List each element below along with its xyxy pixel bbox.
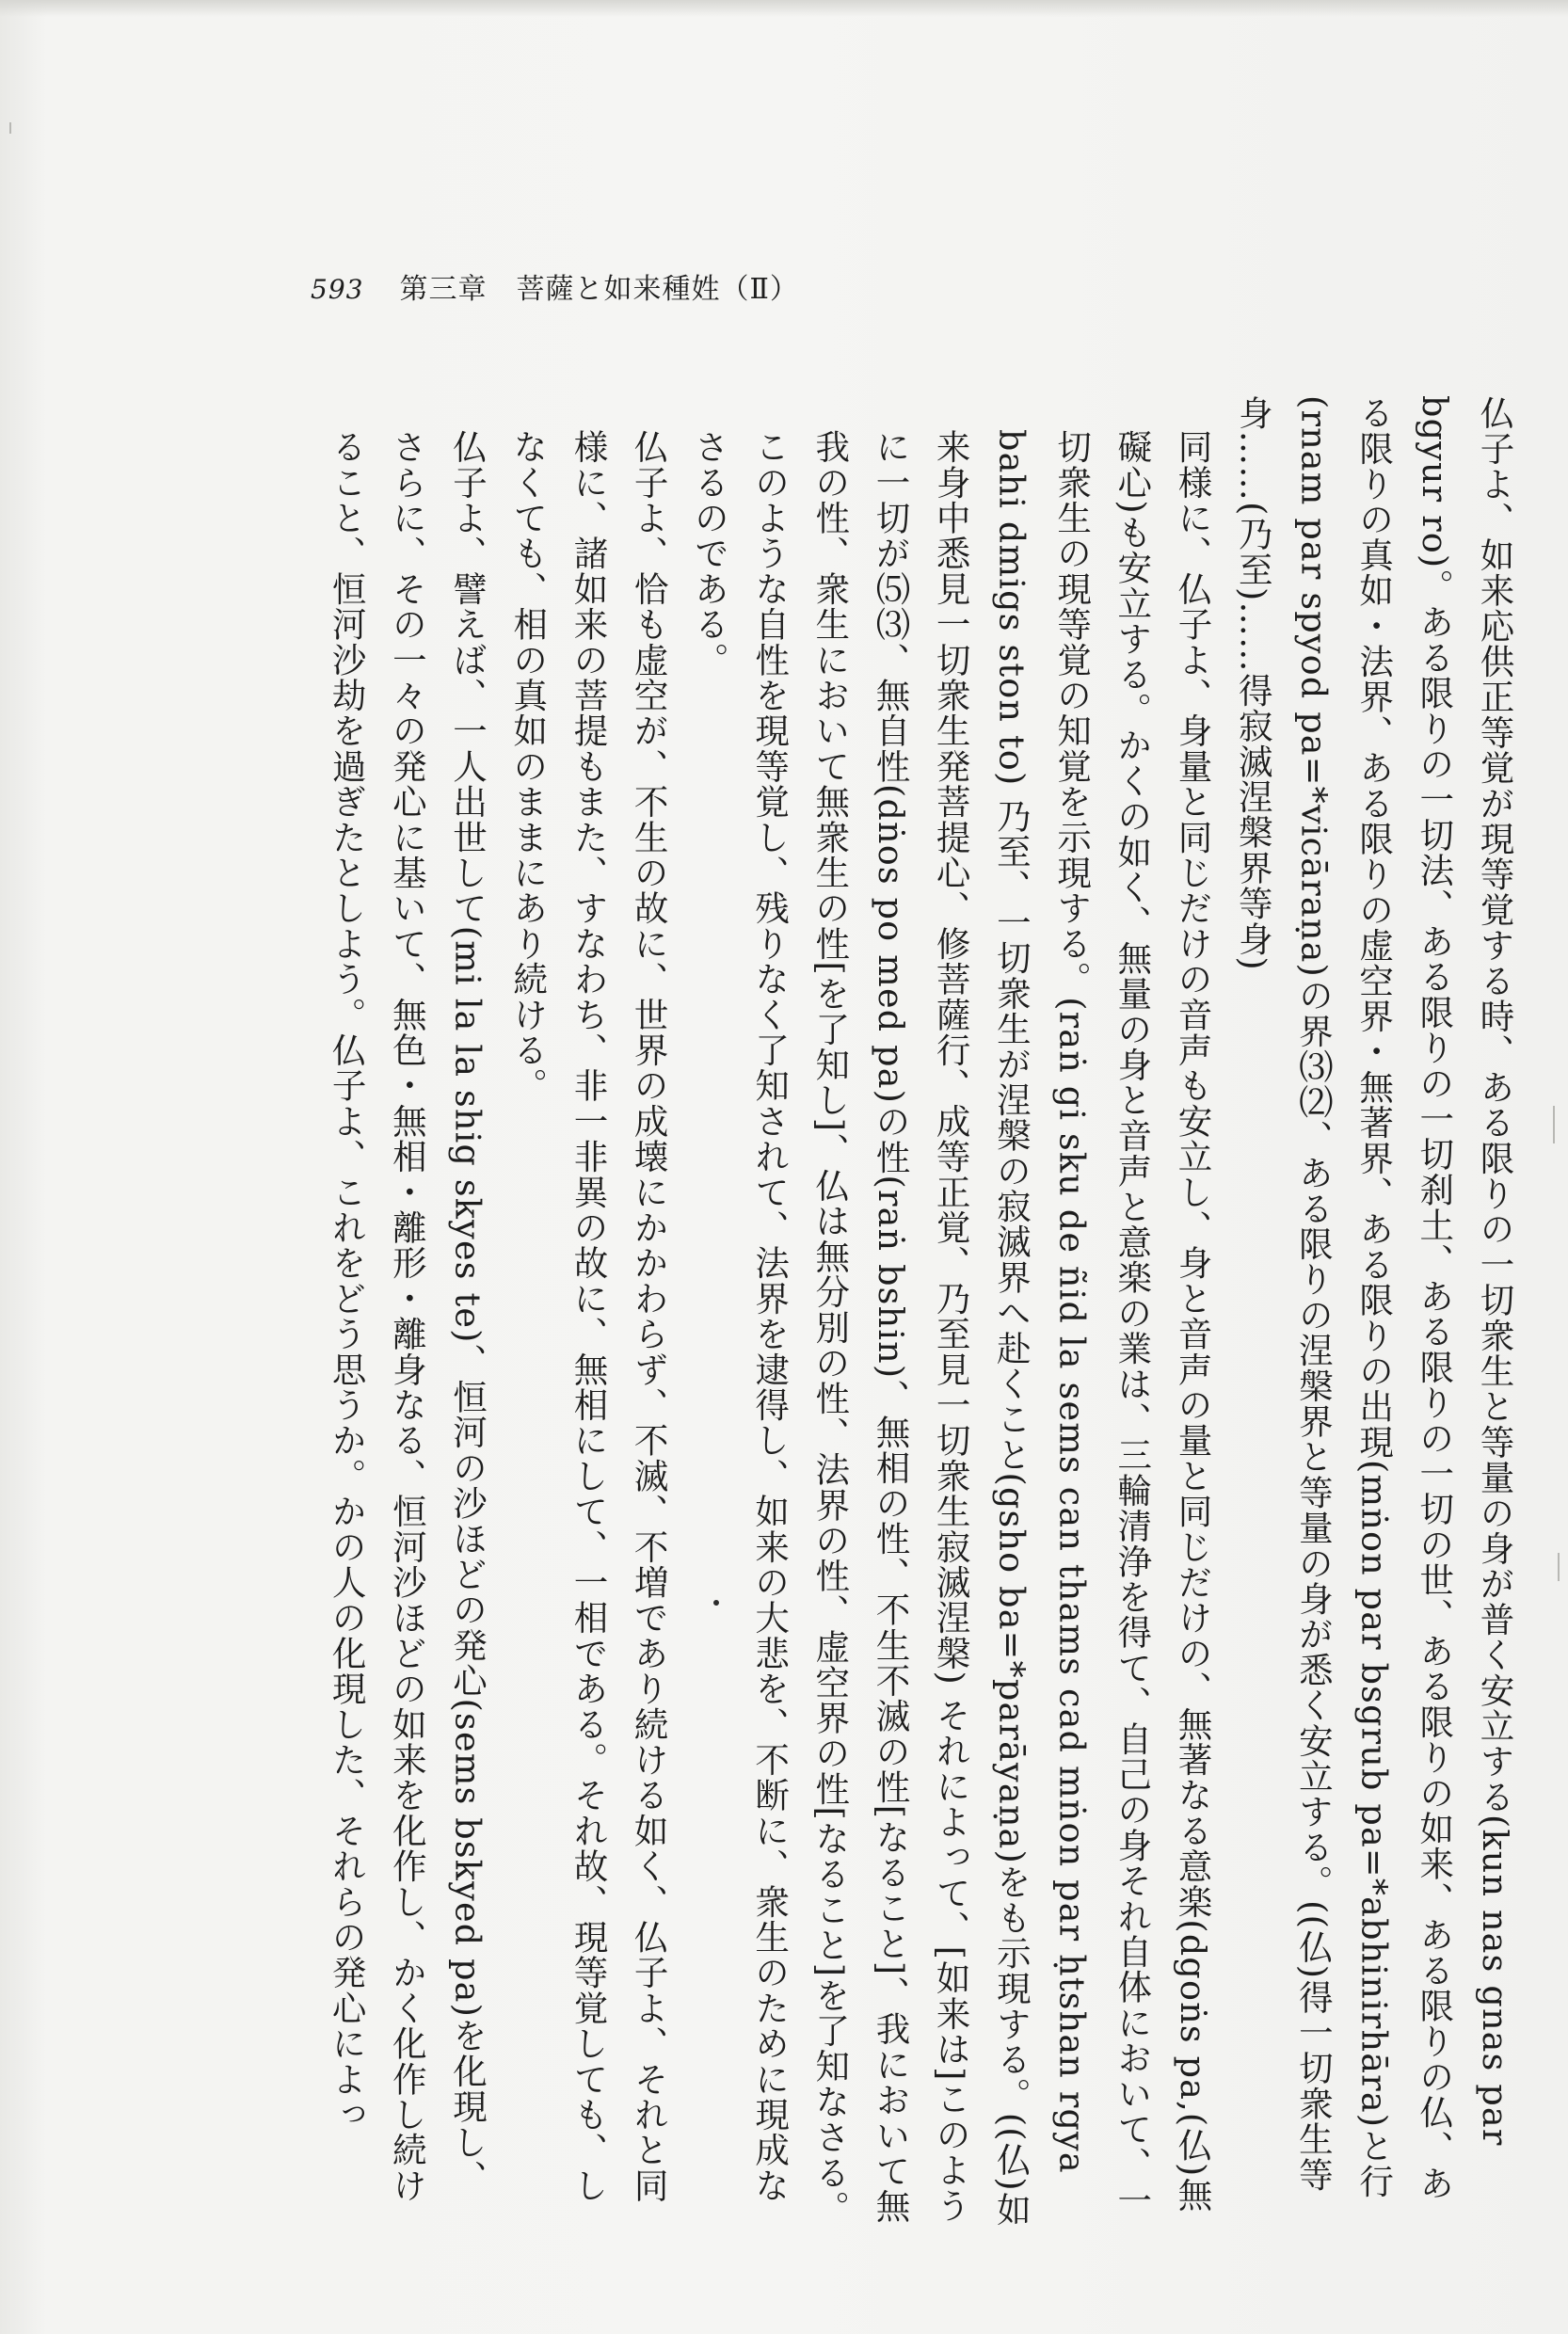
paragraph-1: 仏子よ、如来応供正等覚が現等覚する時、ある限りの一切衆生と等量の身が普く安立する(kun nas gnas par bgyur ro)。ある限りの一切法、ある限りの一切刹土、ある限りの一切の世、ある限りの如来、ある限りの仏、ある限りの真如・法界、ある限りの虚空界・無著界、ある限りの出現(mṅon par bsgrub pa=*abhinirhāra)と行(rnam par spyod pa=*vicāraṇa)の界⑶⑵、ある限りの涅槃界と等量の身が悉く安立する。((仏)得一切衆生等身……(乃至)……得寂滅涅槃界等身) [1233, 395, 1515, 2201]
running-header [311, 265, 799, 306]
vertical-text-body [273, 395, 1525, 2230]
chapter-title: 第三章 菩薩と如来種姓（Ⅱ） [399, 273, 799, 306]
scan-mark [9, 122, 11, 134]
margin-dot [713, 1600, 719, 1606]
paragraph-4: 仏子よ、譬えば、一人出世して(mi la la shig skyes te)、恒河の沙ほどの発心(sems bskyed pa)を化現し、さらに、その一々の発心に基いて、無色・無相・離形・離身なる、恒河沙ほどの如来を化作し、かく化作し続けること、恒河沙劫を過ぎたとしよう。仏子よ、これをどう思うか。かの人の化現した、それらの発心によっ [327, 429, 488, 2203]
scan-mark [1553, 1106, 1555, 1143]
page-number: 593 [311, 274, 364, 305]
paragraph-2: 同様に、仏子よ、身量と同じだけの音声も安立し、身と音声の量と同じだけの、無著なる意楽(dgoṅs pa,(仏)無礙心)も安立する。かくの如く、無量の身と音声と意楽の業は、三輪清浄を得て、自己の身それ自体において、一切衆生の現等覚の知覚を示現する。(raṅ gi sku de ñid la sems can thams cad mṅon par ḥtshan rgya bahi dmigs ston to) 乃至、一切衆生が涅槃の寂滅界へ赴くこと(gsho ba=*parāyaṇa)をも示現する。((仏)如来身中悉見一切衆生発菩提心、修菩薩行、成等正覚、乃至見一切衆生寂滅涅槃) それによって、[如来は]このように一切が⑸⑶、無自性(dṅos po med pa)の性(raṅ bshin)、無相の性、不生不滅の性[なること]、我において無我の性、衆生において無衆生の性[を了知し]、仏は無分別の性、法界の性、虚空界の性[なること]を了知なさる。このような自性を現等覚し、残りなく了知されて、法界を逮得し、如来の大悲を、不断に、衆生のために現成なさるのである。 [689, 429, 1213, 2228]
paragraph-3: 仏子よ、恰も虚空が、不生の故に、世界の成壊にかかわらず、不滅、不増であり続ける如く、仏子よ、それと同様に、諸如来の菩提もまた、すなわち、非一非異の故に、無相にして、一相である。それ故、現等覚しても、しなくても、相の真如のままにあり続ける。 [507, 429, 670, 2203]
scan-mark [1558, 1553, 1560, 1581]
